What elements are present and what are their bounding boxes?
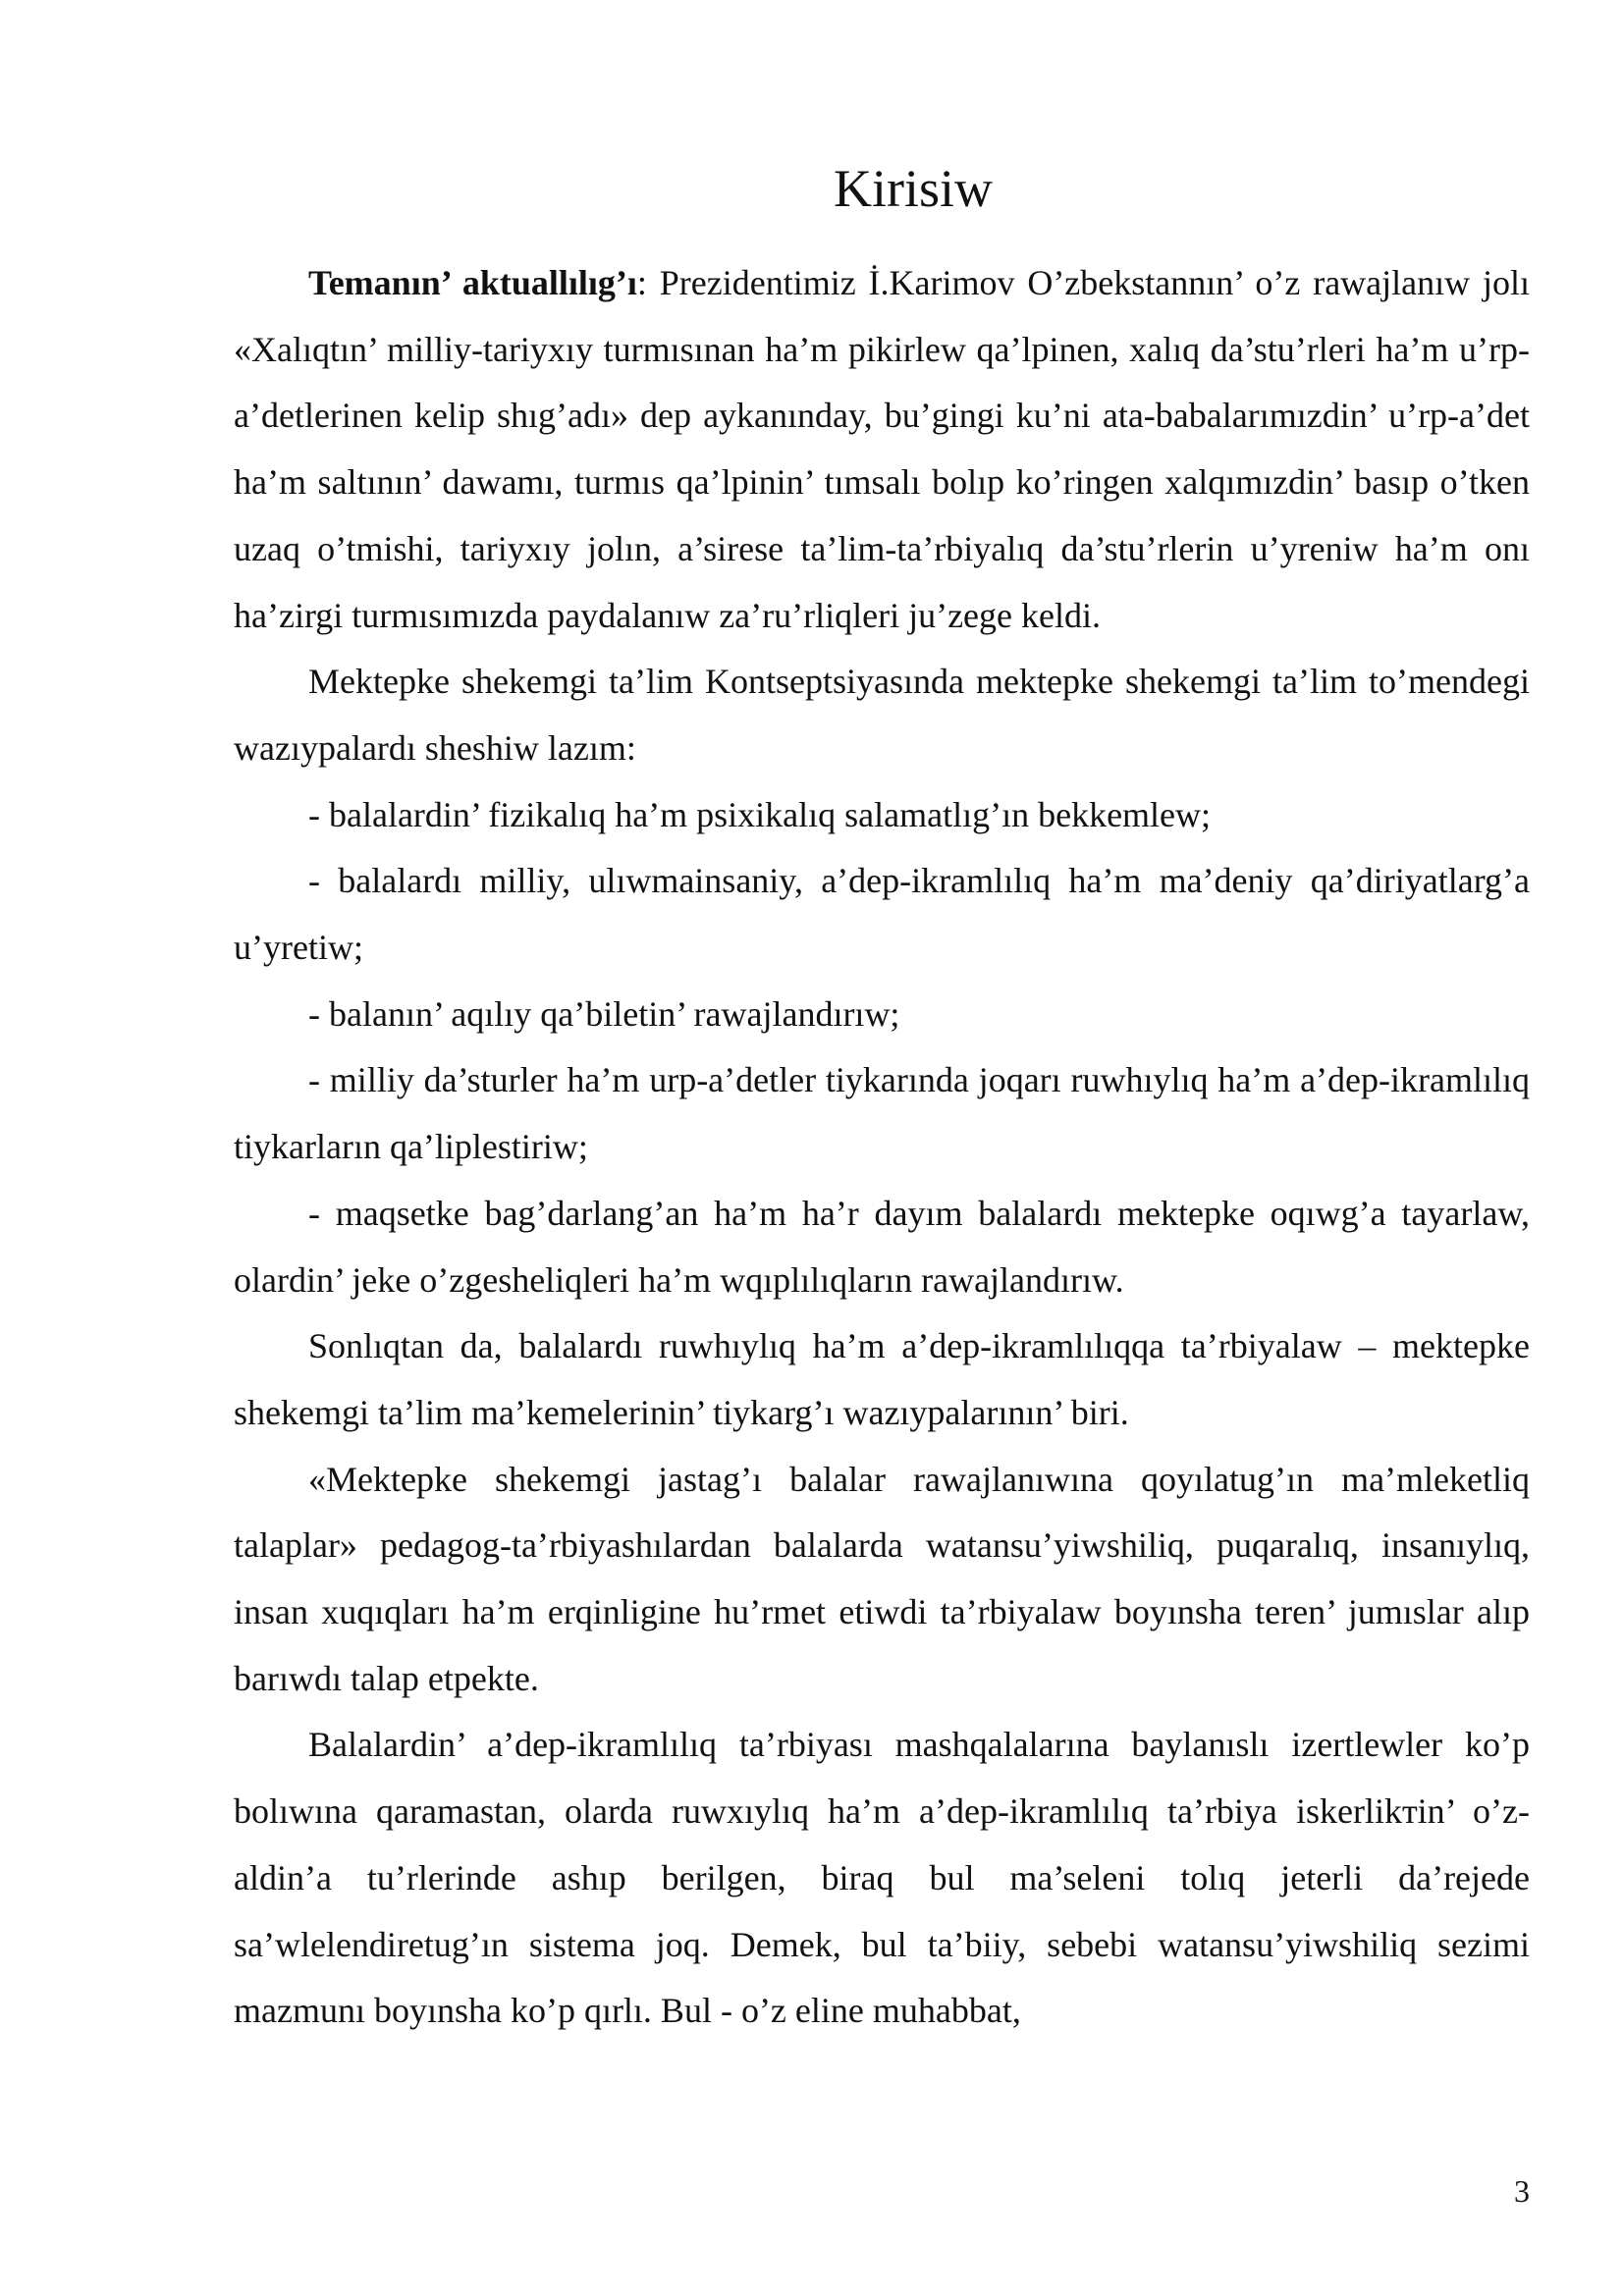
document-body bbox=[234, 250, 1530, 2045]
paragraph: Mektepke shekemgi ta’lim Kontseptsiyasında mektepke shekemgi ta’lim to’mendegi wazıypalardı sheshiw lazım: bbox=[234, 662, 1530, 768]
page-title: Kirisiw bbox=[834, 159, 993, 218]
paragraph: «Mektepke shekemgi jastag’ı balalar rawajlanıwına qoyılatug’ın ma’mleketliq talaplar» pedagog-ta’rbiyashılardan balalarda watansu’yiwshiliq, puqaralıq, insanıylıq, insan xuqıqları ha’m erqinligine hu’rmet etiwdi ta’rbiyalaw boyınsha teren’ jumıslar alıp barıwdı talap etpekte. bbox=[234, 1459, 1530, 1698]
list-item: - balanın’ aqılıy qa’biletin’ rawajlandırıw; bbox=[308, 993, 900, 1034]
paragraph: Balalardin’ a’dep-ikramlılıq ta’rbiyası mashqalalarına baylanıslı izertlewler ko’p bolıwına qaramastan, olarda ruwxıylıq ha’m a’dep-ikramlılıq ta’rbiya iskerlikтin’ o’z-aldin’a tu’rlerinde ashıp berilgen, biraq bul ma’seleni tolıq jeterli da’rejede sa’wlelendiretug’ın sistema joq. Demek, bul ta’biiy, sebebi watansu’yiwshiliq sezimi mazmunı boyınsha ko’p qırlı. Bul - o’z eline muhabbat, bbox=[234, 1725, 1530, 2031]
intro-text: : Prezidentimiz İ.Karimov O’zbekstannın’ o’z rawajlanıw jolı «Xalıqtın’ milliy-tariyxıy turmısınan ha’m pikirlew qa’lpinen, xalıq da’stu’rleri ha’m u’rp-a’detlerinen kelip shıg’adı» dep aykanınday, bu’gingi ku’ni ata-babalarımızdin’ u’rp-a’det ha’m saltının’ dawamı, turmıs qa’lpinin’ tımsalı bolıp ko’ringen xalqımızdin’ basıp o’tken uzaq o’tmishi, tariyxıy jolın, a’sirese ta’lim-ta’rbiyalıq da’stu’rlerin u’yreniw ha’m onı ha’zirgi turmısımızda paydalanıw za’ru’rliqleri ju’zege keldi. bbox=[234, 263, 1530, 635]
page-number: 3 bbox=[1514, 2173, 1530, 2209]
topic-relevance-label: Temanın’ aktuallılıg’ı bbox=[308, 263, 637, 302]
list-item: - milliy da’sturler ha’m urp-a’detler tiykarında joqarı ruwhıylıq ha’m a’dep-ikramlılıq tiykarların qa’liplestiriw; bbox=[234, 1060, 1530, 1167]
intro-paragraph bbox=[234, 250, 1530, 649]
list-item: - balalardin’ fizikalıq ha’m psixikalıq salamatlıg’ın bekkemlew; bbox=[308, 794, 1212, 834]
list-item: - maqsetke bag’darlang’an ha’m ha’r dayım balalardı mektepke oqıwg’a tayarlaw, olardin’ jeke o’zgesheliqleri ha’m wqıplılıqların rawajlandırıw. bbox=[234, 1193, 1530, 1300]
paragraph: Sonlıqtan da, balalardı ruwhıylıq ha’m a’dep-ikramlılıqqa ta’rbiyalaw – mektepke shekemgi ta’lim ma’kemelerinin’ tiykarg’ı wazıypalarının’ biri. bbox=[234, 1326, 1530, 1432]
list-item: - balalardı milliy, ulıwmainsaniy, a’dep-ikramlılıq ha’m ma’deniy qa’diriyatlarg’a u’yretiw; bbox=[234, 861, 1530, 968]
